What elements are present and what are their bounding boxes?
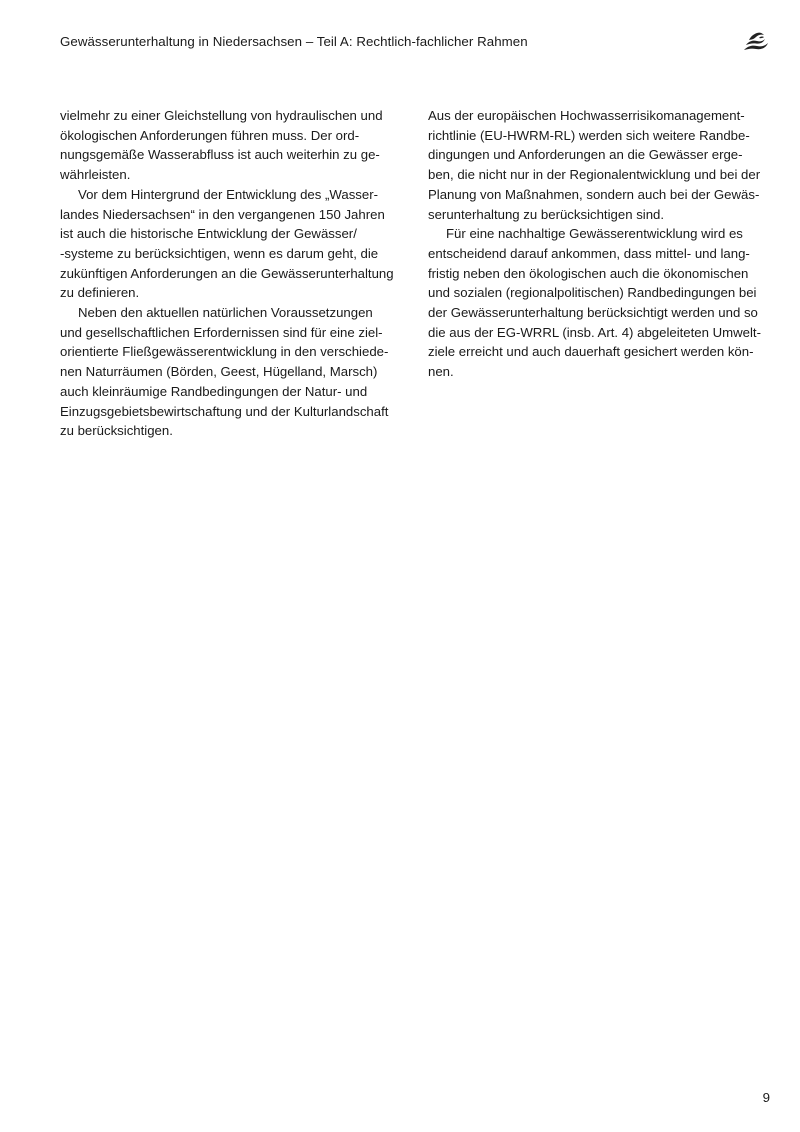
text-line: richtlinie (EU-HWRM-RL) werden sich weitere Randbe-: [428, 127, 750, 143]
text-line: entscheidend darauf ankommen, dass mittel- und lang-: [428, 245, 750, 261]
text-line: nen.: [428, 364, 454, 380]
text-line: ben, die nicht nur in der Regionalentwicklung und bei der: [428, 167, 761, 183]
text-line: Vor dem Hintergrund der Entwicklung des „Wasser-: [78, 186, 379, 202]
text-line: vielmehr zu einer Gleichstellung von hydraulischen und: [60, 108, 383, 123]
text-line: fristig neben den ökologischen auch die ökonomischen: [428, 265, 749, 281]
running-header-title: Gewässerunterhaltung in Niedersachsen – Teil A: Rechtlich-fachlicher Rahmen: [60, 34, 528, 49]
text-line: dingungen und Anforderungen an die Gewässer erge-: [428, 147, 743, 163]
page-number: 9: [762, 1090, 770, 1105]
text-line: Aus der europäischen Hochwasserrisikomanagement-: [428, 108, 745, 123]
text-line: die aus der EG-WRRL (insb. Art. 4) abgeleiteten Umwelt-: [428, 324, 761, 340]
text-line: und gesellschaftlichen Erfordernissen sind für eine ziel-: [60, 324, 383, 340]
left-text-column: [60, 106, 408, 441]
text-line: zukünftigen Anforderungen an die Gewässerunterhaltung: [60, 265, 394, 281]
text-line: Für eine nachhaltige Gewässerentwicklung wird es: [446, 226, 743, 242]
text-line: Einzugsgebietsbewirtschaftung und der Kulturlandschaft: [60, 403, 389, 419]
text-line: Planung von Maßnahmen, sondern auch bei der Gewäs-: [428, 186, 760, 202]
right-text-column: [428, 106, 772, 382]
text-line: währleisten.: [60, 167, 131, 183]
text-line: nen Naturräumen (Börden, Geest, Hügelland, Marsch): [60, 364, 378, 380]
text-line: serunterhaltung zu berücksichtigen sind.: [428, 206, 665, 222]
text-line: auch kleinräumige Randbedingungen der Natur- und: [60, 383, 368, 399]
text-line: ziele erreicht und auch dauerhaft gesichert werden kön-: [428, 344, 754, 360]
text-line: der Gewässerunterhaltung berücksichtigt werden und so: [428, 305, 758, 321]
text-line: ist auch die historische Entwicklung der Gewässer/: [60, 226, 357, 242]
text-line: orientierte Fließgewässerentwicklung in den verschiede-: [60, 344, 389, 360]
text-line: -systeme zu berücksichtigen, wenn es darum geht, die: [60, 245, 379, 261]
wave-logo-icon: [740, 29, 770, 53]
text-line: ökologischen Anforderungen führen muss. Der ord-: [60, 127, 360, 143]
text-line: Neben den aktuellen natürlichen Voraussetzungen: [78, 305, 373, 321]
text-line: zu definieren.: [60, 285, 140, 301]
text-line: landes Niedersachsen“ in den vergangenen 150 Jahren: [60, 206, 385, 222]
text-line: zu berücksichtigen.: [60, 423, 173, 439]
page-header: [60, 33, 770, 55]
text-line: und sozialen (regionalpolitischen) Randbedingungen bei: [428, 285, 757, 301]
text-line: nungsgemäße Wasserabfluss ist auch weiterhin zu ge-: [60, 147, 380, 163]
